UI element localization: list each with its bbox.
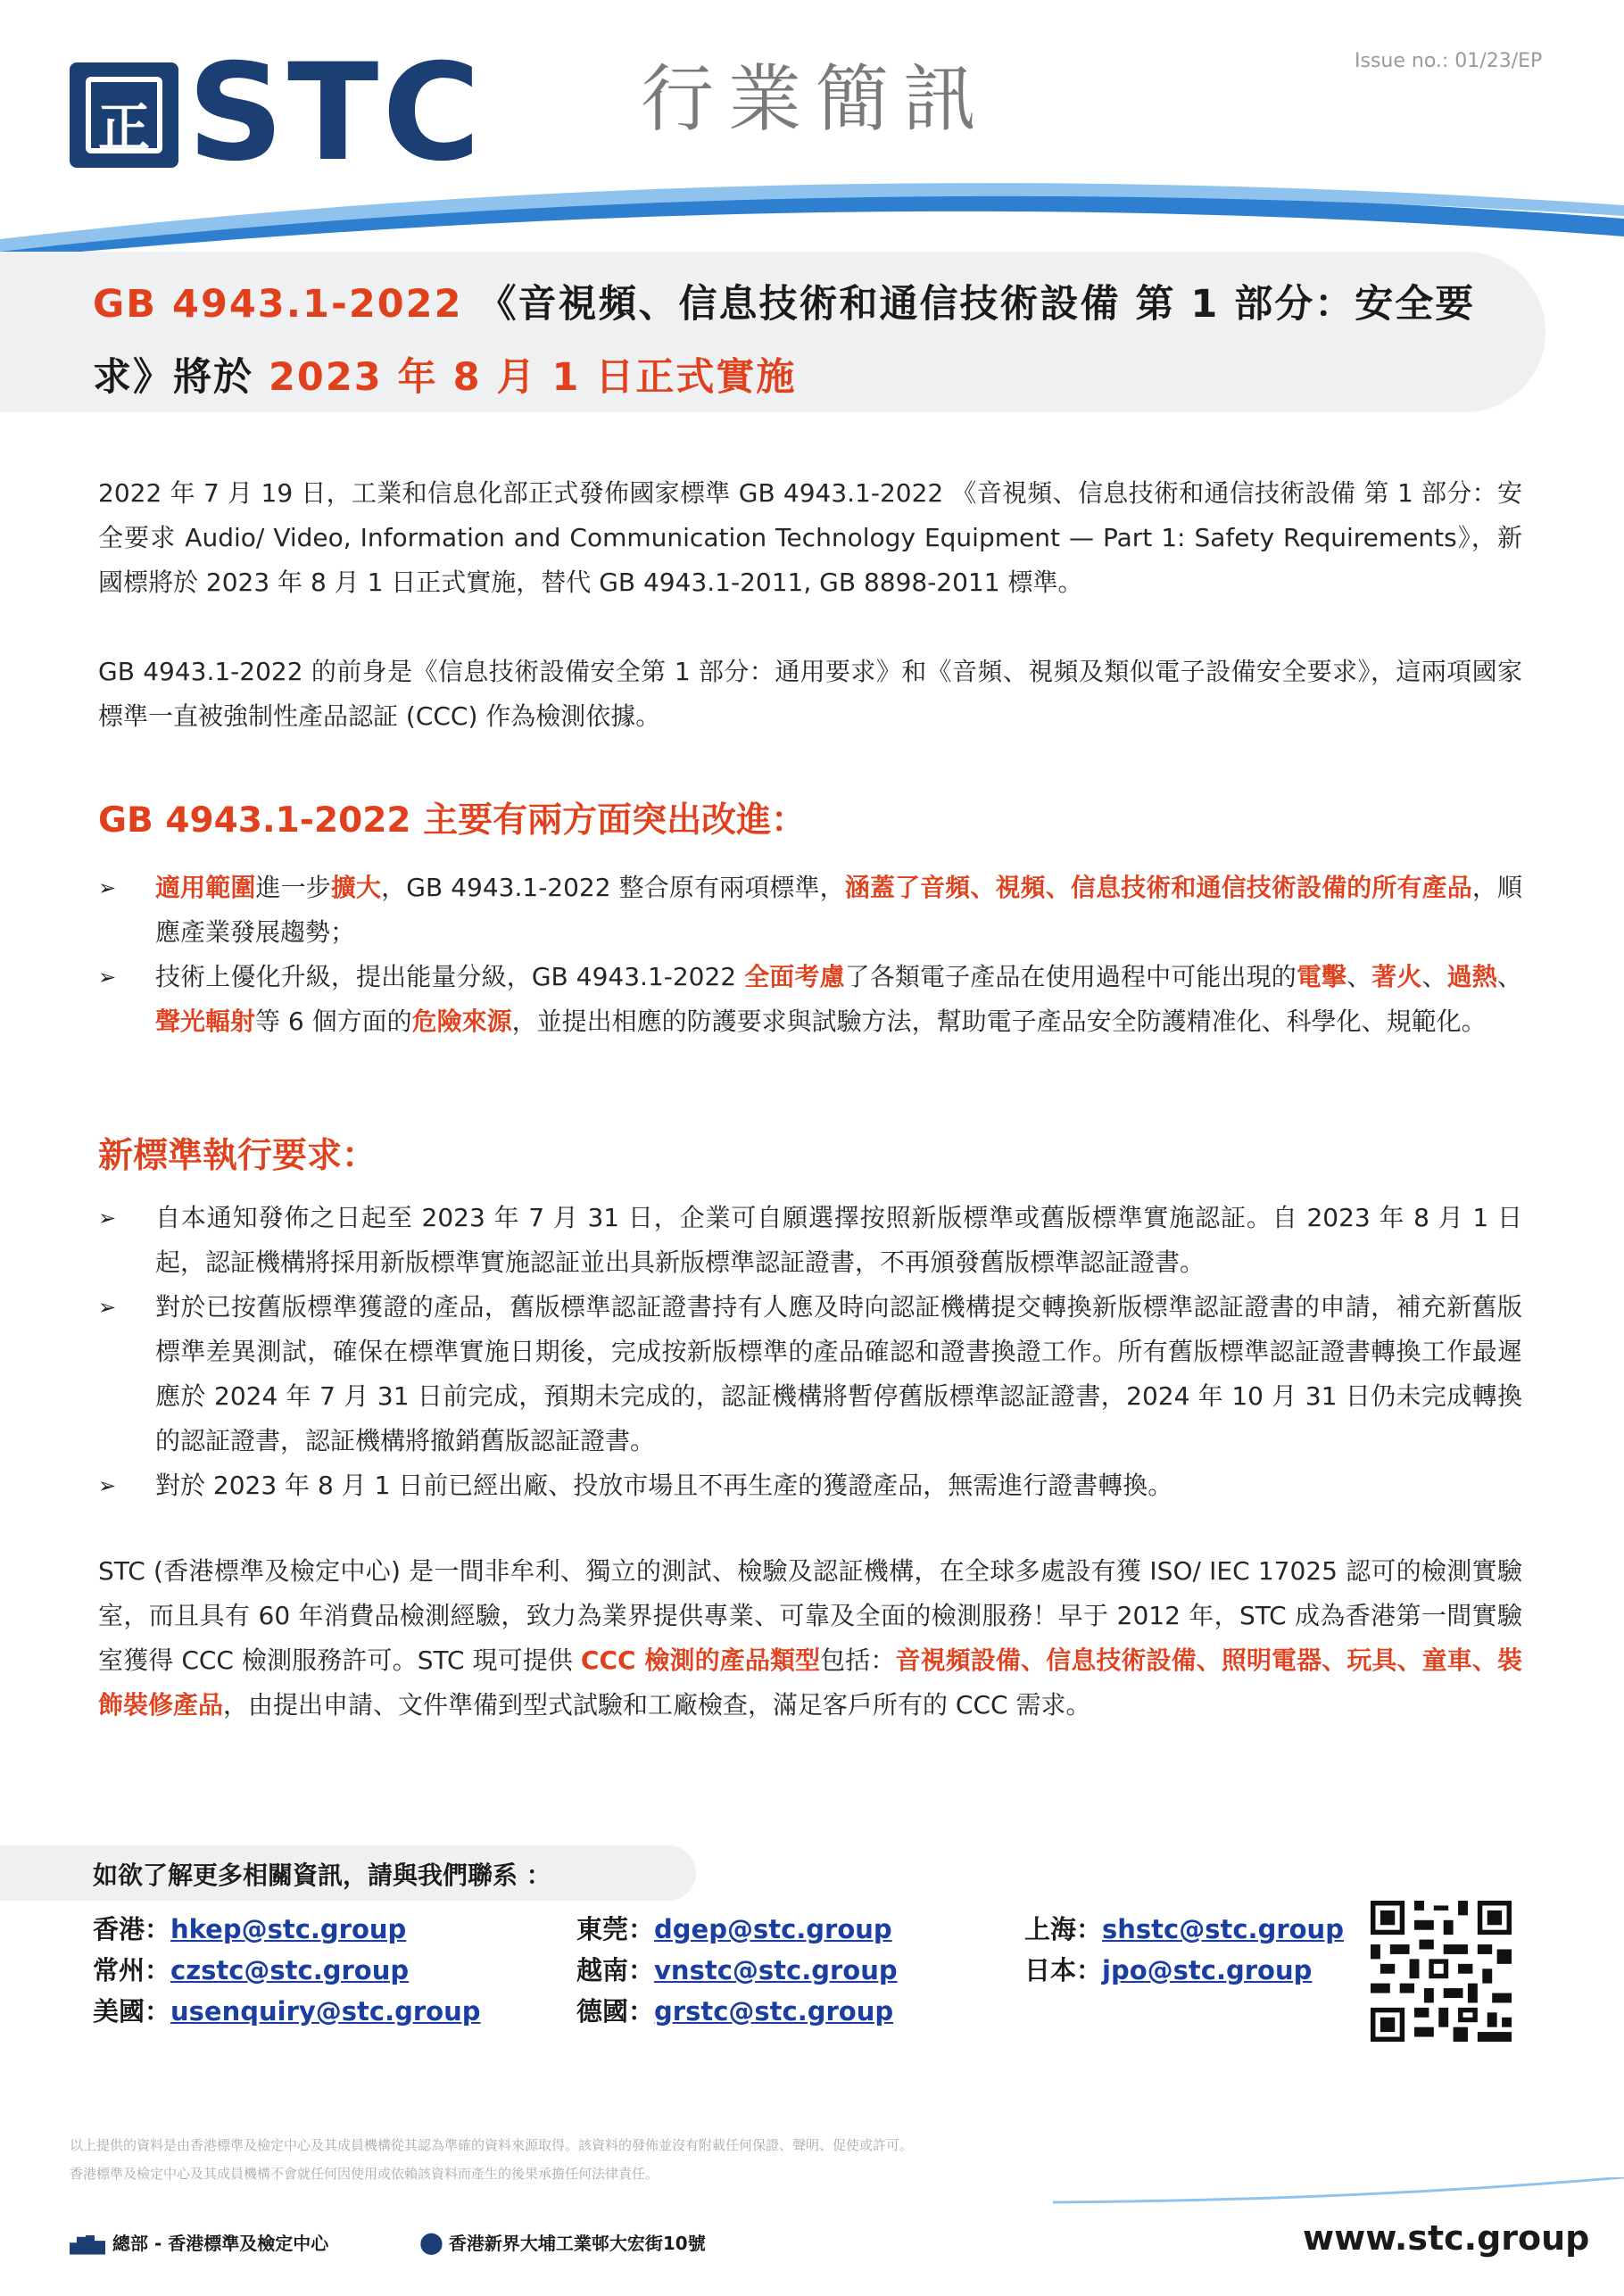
email-link[interactable]: dgep@stc.group xyxy=(654,1914,892,1944)
email-link[interactable]: shstc@stc.group xyxy=(1102,1914,1344,1944)
qr-code-icon[interactable] xyxy=(1371,1901,1512,2042)
publication-title: 行業簡訊 xyxy=(641,57,991,142)
building-icon xyxy=(70,2235,105,2255)
disclaimer: 以上提供的資料是由香港標準及檢定中心及其成員機構從其認為準確的資料來源取得。該資料的發佈並沒有附載任何保證、聲明、促使或許可。 香港標準及檢定中心及其成員機構不會就任何因使用或依賴該資料而產生的後果承擔任何法律責任。 xyxy=(70,2137,914,2182)
email-link[interactable]: usenquiry@stc.group xyxy=(170,1996,481,2027)
list-item: ➢ 自本通知發佈之日起至 2023 年 7 月 31 日，企業可自願選擇按照新版標準或舊版標準實施認証。自 2023 年 8 月 1 日起，認証機構將採用新版標準實施認証並出具新版標準認証證書，不再頒發舊版標準認証證書。 xyxy=(98,1196,1522,1285)
contact-hong-kong: 香港：hkep@stc.group xyxy=(93,1914,407,1944)
contact-japan: 日本：jpo@stc.group xyxy=(1024,1955,1313,1985)
issue-number: Issue no.: 01/23/EP xyxy=(1355,50,1543,72)
contact-shanghai: 上海：shstc@stc.group xyxy=(1024,1914,1344,1944)
stc-logo-mark xyxy=(70,62,178,168)
email-link[interactable]: czstc@stc.group xyxy=(170,1955,410,1985)
email-link[interactable]: hkep@stc.group xyxy=(170,1914,407,1944)
list-item: ➢ 技術上優化升級，提出能量分級，GB 4943.1-2022 全面考慮了各類電子產品在使用過程中可能出現的電擊、著火、過熱、聲光輻射等 6 個方面的危險來源，並提出相應的防護要求與試驗方法，幫助電子產品安全防護精准化、科學化、規範化。 xyxy=(98,955,1522,1044)
stc-logo-text: STC xyxy=(187,36,485,191)
footer-headquarters: 總部 - 香港標準及檢定中心 xyxy=(70,2229,328,2255)
list-item: ➢ 對於 2023 年 8 月 1 日前已經出廠、投放市場且不再生產的獲證產品，無需進行證書轉換。 xyxy=(98,1463,1522,1508)
header-swoosh xyxy=(0,170,1624,259)
list-item: ➢ 對於已按舊版標準獲證的產品，舊版標準認証證書持有人應及時向認証機構提交轉換新版標準認証證書的申請，補充新舊版標準差異測試，確保在標準實施日期後，完成按新版標準的產品確認和證書換證工作。所有舊版標準認証證書轉換工作最遲應於 2024 年 7 月 31 日前完成，預期未完成的，認証機構將暫停舊版標準認証證書，2024 年 10 月 31 日仍未完成轉換的認証證書，認証機構將撤銷舊版認証證書。 xyxy=(98,1285,1522,1463)
contact-vietnam: 越南：vnstc@stc.group xyxy=(576,1955,898,1985)
intro-paragraph: 2022 年 7 月 19 日，工業和信息化部正式發佈國家標準 GB 4943.1-2022 《音視頻、信息技術和通信技術設備 第 1 部分：安全要求 Audio/ Video, Information and Communication Technology Equipment — Part 1: Safety Requirements》，新國標將於 2023 年 8 月 1 日正式實施，替代 GB 4943.1-2011, GB 8898-2011 標準。 xyxy=(98,478,1522,597)
footer-address: ⬤ 香港新界大埔工業邨大宏街10號 xyxy=(419,2230,706,2255)
footer-divider xyxy=(1053,2177,1624,2204)
email-link[interactable]: grstc@stc.group xyxy=(654,1996,894,2027)
title-standard-name: 《音視頻、信息技術和通信技術設備 第 1 部分：安全要求》將於 xyxy=(93,282,1476,400)
contact-usa: 美國：usenquiry@stc.group xyxy=(93,1996,481,2027)
email-link[interactable]: vnstc@stc.group xyxy=(654,1955,898,1985)
contact-changzhou: 常州：czstc@stc.group xyxy=(93,1955,410,1985)
contact-heading: 如欲了解更多相關資訊，請與我們聯系 ： xyxy=(93,1861,551,1890)
section-heading-improvements: GB 4943.1-2022 主要有兩方面突出改進： xyxy=(98,800,807,841)
email-link[interactable]: jpo@stc.group xyxy=(1102,1955,1313,1985)
website-link[interactable]: www.stc.group xyxy=(1303,2218,1590,2258)
title-standard-code: GB 4943.1-2022 xyxy=(93,282,463,327)
arrow-bullet-icon: ➢ xyxy=(98,965,117,990)
requirements-list xyxy=(98,1196,1522,1508)
improvements-list xyxy=(98,866,1522,1044)
arrow-bullet-icon: ➢ xyxy=(98,1473,117,1498)
section-heading-requirements: 新標準執行要求： xyxy=(98,1136,377,1176)
location-pin-icon: ⬤ xyxy=(419,2230,443,2255)
title-effective-date: 2023 年 8 月 1 日正式實施 xyxy=(268,355,797,400)
logo-mark-glyph: 正 xyxy=(97,97,150,158)
background-paragraph: GB 4943.1-2022 的前身是《信息技術設備安全第 1 部分：通用要求》和《音頻、視頻及類似電子設備安全要求》，這兩項國家標準一直被強制性產品認証 (CCC) 作為檢測依據。 xyxy=(98,657,1522,731)
contact-dongguan: 東莞：dgep@stc.group xyxy=(576,1914,892,1944)
list-item: ➢ 適用範圍進一步擴大，GB 4943.1-2022 整合原有兩項標準，涵蓋了音頻、視頻、信息技術和通信技術設備的所有產品，順應產業發展趨勢； xyxy=(98,866,1522,955)
contact-germany: 德國：grstc@stc.group xyxy=(576,1996,894,2027)
about-stc-paragraph: STC (香港標準及檢定中心) 是一間非牟利、獨立的測試、檢驗及認証機構，在全球多處設有獲 ISO/ IEC 17025 認可的檢測實驗室，而且具有 60 年消費品檢測經驗，致力為業界提供專業、可靠及全面的檢測服務！早于 2012 年，STC 成為香港第一間實驗室獲得 CCC 檢測服務許可。STC 現可提供 CCC 檢測的產品類型包括：音視頻設備、信息技術設備、照明電器、玩具、童車、裝飾裝修產品，由提出申請、文件準備到型式試驗和工廠檢查，滿足客戶所有的 CCC 需求。 xyxy=(98,1556,1522,1720)
arrow-bullet-icon: ➢ xyxy=(98,1206,117,1231)
article-title xyxy=(93,268,1485,414)
arrow-bullet-icon: ➢ xyxy=(98,875,117,900)
arrow-bullet-icon: ➢ xyxy=(98,1295,117,1320)
